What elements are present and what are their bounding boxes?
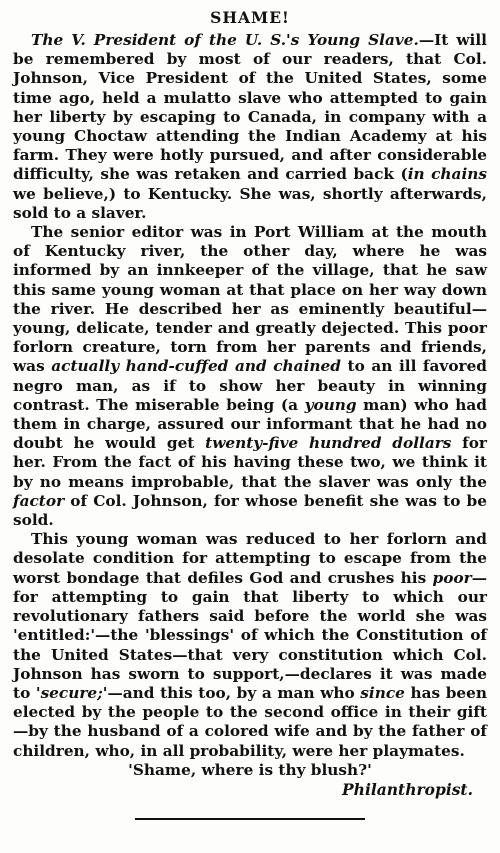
- p3-text-a: This young woman was reduced to her forlorn and desolate condition for attempting to escape from the worst bondage that defiles God and crushes his: [13, 530, 487, 587]
- p3-emphasis-3: since: [360, 683, 405, 702]
- paragraph-3: [13, 530, 487, 760]
- p2-text-a: The senior editor was in Port William at the mouth of Kentucky river, the other day, where he was informed by an innkeeper of the village, that he saw this same young woman at that place on her way down the river. He described her as eminently beautiful—young, delicate, tender and greatly dejected. This poor forlorn creature, torn from her parents and friends, was: [13, 223, 487, 376]
- paragraph-2: [13, 223, 487, 530]
- p2-emphasis-2: young: [304, 395, 357, 414]
- signature: Philanthropist.: [342, 779, 473, 799]
- p2-emphasis-3: twenty-five hundred dollars: [205, 434, 452, 453]
- p3-text-d: has been elected by the people to the second office in their gift—by the husband of a colored wife and by the father of children, who, in all probability, were her playmates.: [13, 683, 487, 760]
- headline: SHAME!: [210, 8, 290, 27]
- p1-emphasis-1: in chains: [407, 165, 487, 184]
- p2-text-c: man) who had them in charge, assured our informant that he had no doubt he would get: [13, 395, 487, 453]
- paragraph-1: [13, 31, 487, 223]
- closing-quote: 'Shame, where is thy blush?': [128, 760, 372, 779]
- p3-emphasis-1: poor: [432, 568, 472, 587]
- divider-rule: [135, 818, 365, 820]
- p3-text-b: —for attempting to gain that liberty to which our revolutionary fathers said before the world she was 'entitled:'—the 'blessings' of which the Constitution of the United States—that very constitution which Col. Johnson has sworn to support,—declares it was made to ': [13, 568, 487, 702]
- p1-text-2: we believe,) to Kentucky. She was, shortly afterwards, sold to a slaver.: [13, 184, 487, 222]
- p1-text: —It will be remembered by most of our readers, that Col. Johnson, Vice President of the United States, some time ago, held a mulatto slave who attempted to gain her liberty by escaping to Canada, in company with a young Choctaw attending the Indian Academy at his farm. They were hotly pursued, and after considerable difficulty, she was retaken and carried back (: [13, 31, 487, 184]
- article-subtitle: The V. President of the U. S.'s Young Slave.: [31, 31, 419, 49]
- p3-emphasis-2: secure;: [40, 683, 103, 702]
- p3-text-c: '—and this too, by a man who: [102, 683, 361, 702]
- p2-emphasis-4: factor: [13, 491, 65, 510]
- p2-text-e: of Col. Johnson, for whose benefit she was to be sold.: [13, 491, 487, 530]
- p2-text-d: for her. From the fact of his having these two, we think it by no means improbable, that the slaver was only the: [13, 434, 487, 491]
- p2-text-b: to an ill favored negro man, as if to show her beauty in winning contrast. The miserable being (a: [13, 357, 488, 414]
- p2-emphasis-1: actually hand-cuffed and chained: [51, 357, 341, 376]
